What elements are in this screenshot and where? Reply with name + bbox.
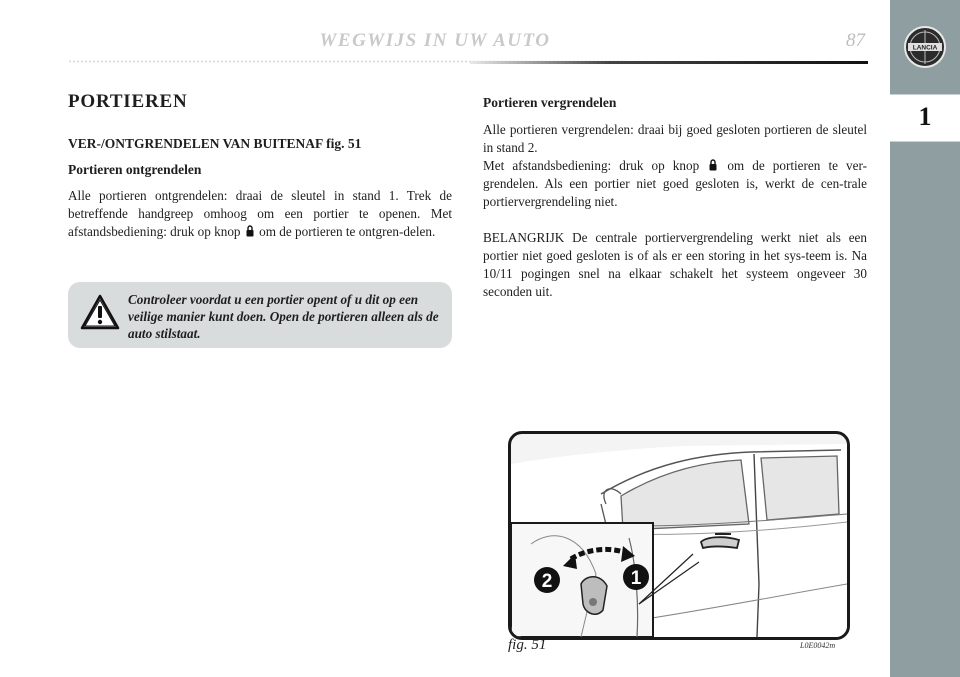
header-title: WEGWIJS IN UW AUTO [319, 30, 551, 51]
figure-code: L0E0042m [800, 641, 836, 650]
figure-illustration [508, 431, 850, 640]
sub-heading-unlock: Portieren ontgrendelen [68, 162, 202, 177]
paragraph-lock [483, 121, 867, 211]
car-door-illustration [511, 434, 847, 637]
lancia-logo-text: LANCIA [912, 44, 938, 52]
paragraph-lock-text-a: Alle portieren vergrendelen: draai bij goed gesloten portieren de sleutel in stand 2. [483, 122, 867, 155]
callout-2: 2 [541, 571, 553, 592]
callout-1: 1 [630, 568, 642, 589]
paragraph-lock-text-c: om de portieren te ver-grendelen. Als een portier niet goed gesloten is, werkt de cen-trale portiervergrendeling niet. [483, 158, 868, 209]
paragraph-lock-text-b: Met afstandsbediening: druk op knop [483, 158, 700, 173]
page-number: 87 [846, 30, 865, 51]
paragraph-important: BELANGRIJK De centrale portiervergrendeling werkt niet als een portier niet goed gesloten is of als er een storing in het sys-teem is. Na 10/11 pogingen snel na elkaar schakelt het systeem ongeveer 30 seconden uit. [483, 230, 867, 299]
section-subtitle: VER-/ONTGRENDELEN VAN BUITENAF fig. 51 [68, 136, 362, 151]
lock-icon [246, 225, 254, 237]
paragraph-unlock [68, 187, 452, 241]
section-title: PORTIEREN [68, 91, 188, 112]
lancia-logo-icon [903, 25, 947, 69]
chapter-number: 1 [918, 102, 932, 131]
paragraph-unlock-text-a: Alle portieren ontgrendelen: draai de sleutel in stand 1. Trek de betreffende handgreep omhoog om een portier te openen. Met afstandsbediening: druk op knop [68, 188, 452, 239]
sub-heading-lock: Portieren vergrendelen [483, 95, 617, 110]
header-rule [470, 61, 868, 64]
paragraph-unlock-text-b: om de portieren te ontgren-delen. [259, 224, 436, 239]
chapter-tab[interactable] [890, 94, 960, 142]
lock-icon [709, 159, 717, 171]
warning-triangle-icon [80, 294, 120, 330]
warning-text: Controleer voordat u een portier opent of u dit op een veilige manier kunt doen. Open de portieren alleen als de auto stilstaat. [128, 292, 439, 341]
figure-caption: fig. 51 [508, 637, 547, 653]
